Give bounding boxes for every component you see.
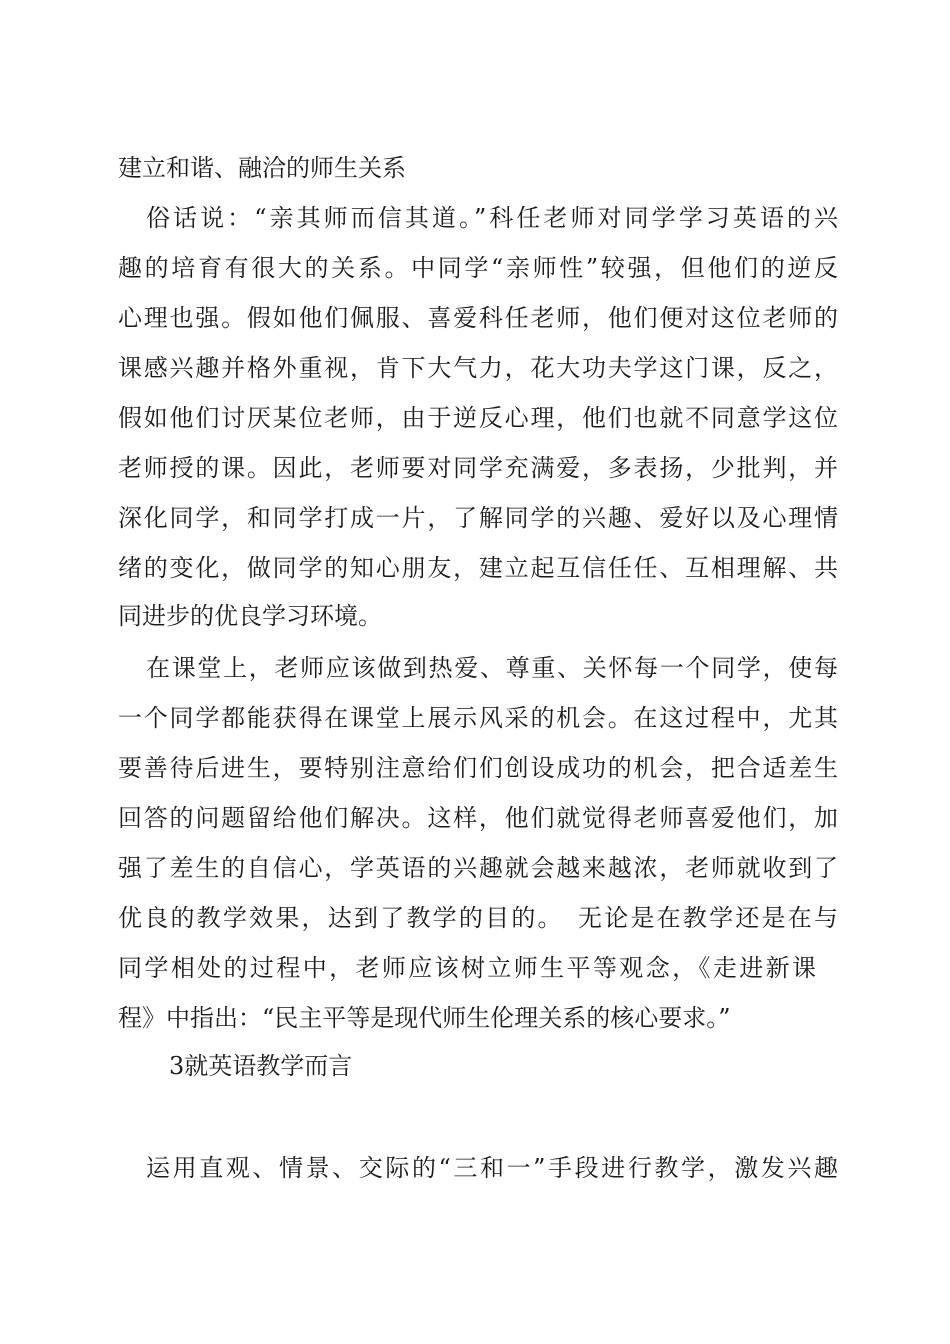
paragraph-2-line-1: 在课堂上，老师应该做到热爱、尊重、关怀每一个同学，使每 [146,654,838,682]
numbered-heading: 3就英语教学而言 [169,1052,353,1080]
paragraph-1-line-2: 趣的培育有很大的关系。中同学“亲师性”较强，但他们的逆反 [118,254,838,282]
paragraph-1-line-1: 俗话说：“亲其师而信其道。”科任老师对同学学习英语的兴 [146,204,838,232]
paragraph-2-line-2: 一个同学都能获得在课堂上展示风采的机会。在这过程中，尤其 [118,704,838,732]
paragraph-3-line-1: 运用直观、情景、交际的“三和一”手段进行教学，激发兴趣 [146,1154,838,1182]
paragraph-1-line-8: 绪的变化，做同学的知心朋友，建立起互信任任、互相理解、共 [118,554,838,582]
paragraph-1-line-5: 假如他们讨厌某位老师，由于逆反心理，他们也就不同意学这位 [118,404,838,432]
paragraph-1-line-6: 老师授的课。因此，老师要对同学充满爱，多表扬，少批判，并 [118,454,838,482]
paragraph-2-line-7: 同学相处的过程中，老师应该树立师生平等观念，《走进新课 [118,954,816,982]
paragraph-2-line-4: 回答的问题留给他们解决。这样，他们就觉得老师喜爱他们，加 [118,804,838,832]
paragraph-2-line-3: 要善待后进生，要特别注意给们们创设成功的机会，把合适差生 [118,754,838,782]
paragraph-2-line-6: 优良的教学效果，达到了教学的目的。 无论是在教学还是在与 [118,904,838,932]
paragraph-1-line-3: 心理也强。假如他们佩服、喜爱科任老师，他们便对这位老师的 [118,304,838,332]
paragraph-1-line-9: 同进步的优良学习环境。 [118,602,382,630]
paragraph-2-line-5: 强了差生的自信心，学英语的兴趣就会越来越浓，老师就收到了 [118,854,838,882]
paragraph-1-line-7: 深化同学，和同学打成一片，了解同学的兴趣、爱好以及心理情 [118,504,838,532]
paragraph-1-line-4: 课感兴趣并格外重视，肯下大气力，花大功夫学这门课，反之， [118,354,838,382]
paragraph-2-line-8: 程》中指出：“民主平等是现代师生伦理关系的核心要求。” [118,1004,731,1032]
section-heading: 建立和谐、融洽的师生关系 [118,154,406,182]
